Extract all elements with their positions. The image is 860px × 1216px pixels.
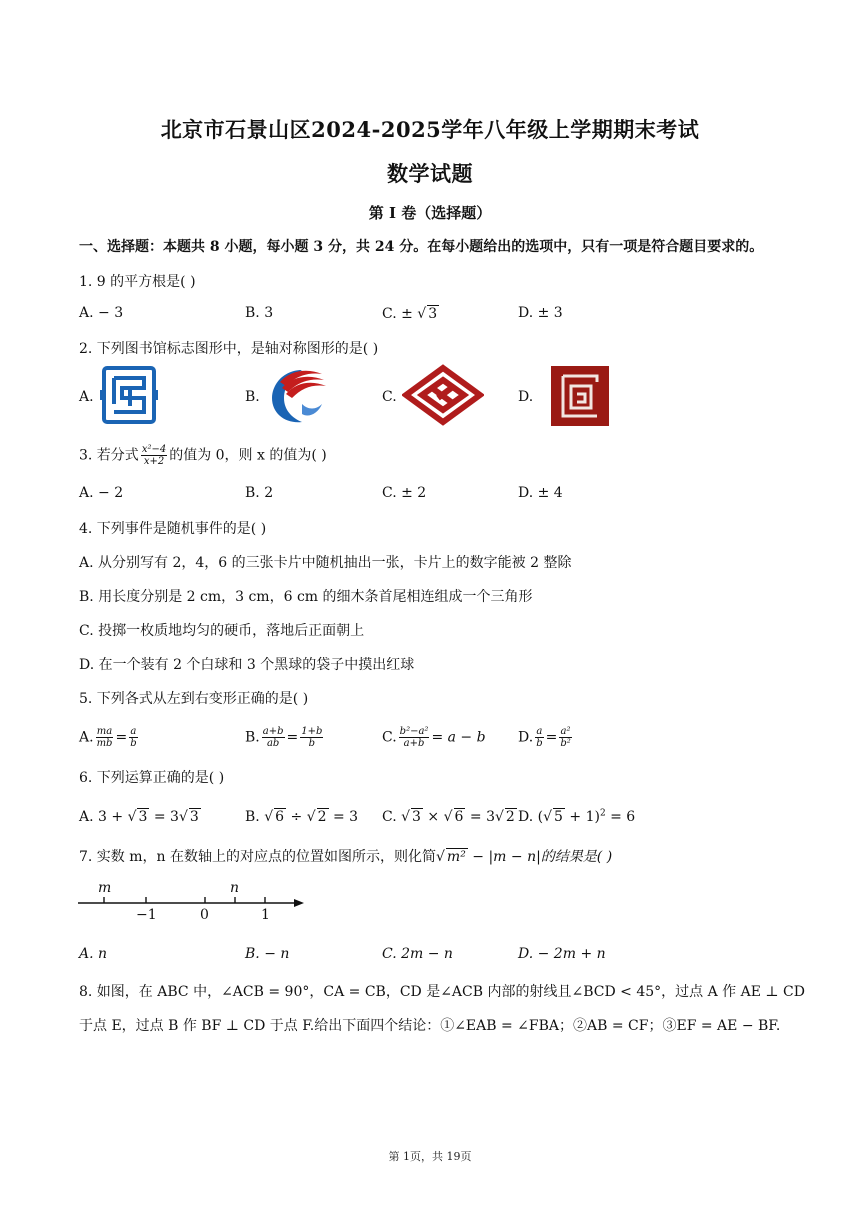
q6-option-a: A. 3 + √ 3 = 3√ 3	[79, 809, 199, 825]
q8-line1: 8. 如图，在 ABC 中，∠ACB = 90°，CA = CB，CD 是∠ACB 内部的射线且∠BCD < 45°，过点 A 作 AE ⊥ CD	[79, 984, 805, 1000]
q6-option-d: D. (√ 5 + 1)$^2$ = 6	[518, 808, 636, 825]
q8-line2: 于点 E，过点 B 作 BF ⊥ CD 于点 F.给出下面四个结论：①∠EAB = ∠FBA；②AB = CF；③EF = AE − BF.	[79, 1018, 781, 1034]
seal-square-logo-icon	[549, 364, 611, 428]
q5-a-label: A.	[79, 729, 94, 746]
q5-d-f1-num: a	[536, 726, 543, 737]
q5-c-rest: = a − b	[431, 729, 486, 746]
q7-option-c: C. 2m − n	[382, 946, 453, 962]
page-subtitle: 数学试题	[387, 161, 473, 186]
q5-d-frac1	[535, 726, 543, 749]
q6-b-post: = 3	[328, 809, 359, 825]
q3-option-a: A. − 2	[79, 485, 124, 501]
q7-stem-post: − |m − n|的结果是( )	[467, 849, 613, 865]
swoosh-c-logo-icon	[262, 364, 330, 426]
q6-b-rad2: 2	[317, 809, 327, 825]
q6-c-eq: = 3	[465, 809, 495, 825]
q1-option-a: A. − 3	[79, 305, 124, 321]
q5-option-a	[79, 726, 140, 749]
q3-frac-num: x²−4	[141, 444, 167, 455]
page-title: 北京市石景山区2024-2025学年八年级上学期期末考试	[160, 117, 700, 142]
q1-option-c: C. ± √ 3	[382, 306, 438, 322]
q5-d-eq: =	[545, 729, 558, 746]
q3-option-d: D. ± 4	[518, 485, 563, 501]
page-footer: 第 1页，共 19页	[388, 1150, 472, 1163]
q4-option-b: B. 用长度分别是 2 cm，3 cm，6 cm 的细木条首尾相连组成一个三角形	[79, 589, 533, 605]
axis-tick-neg1: −1	[136, 907, 157, 923]
q6-c-rad2: 6	[454, 809, 464, 825]
q6-option-c: C. √ 3 × √ 6 = 3√ 2	[382, 809, 515, 825]
q3-stem-post: 的值为 0，则 x 的值为( )	[169, 447, 327, 464]
q5-a-f1-num: ma	[96, 726, 113, 737]
q6-d-rad1: 5	[554, 809, 563, 825]
q6-a-mid: = 3	[149, 809, 179, 825]
q5-b-label: B.	[245, 729, 260, 746]
q5-option-d	[518, 726, 574, 749]
q5-d-label: D.	[518, 729, 534, 746]
q2-option-c-label: C.	[382, 389, 397, 405]
q3-option-c: C. ± 2	[382, 485, 427, 501]
q5-b-f1-den: ab	[266, 738, 280, 749]
q6-c-rad1: 3	[412, 809, 421, 825]
q5-c-label: C.	[382, 729, 397, 746]
q4-option-a: A. 从分别写有 2，4，6 的三张卡片中随机抽出一张，卡片上的数字能被 2 整除	[79, 555, 572, 571]
q5-a-f1-den: mb	[96, 738, 113, 749]
q5-a-frac1	[96, 726, 114, 749]
q6-d-pre: D. (	[518, 809, 544, 825]
q2-stem: 2. 下列图书馆标志图形中，是轴对称图形的是( )	[79, 341, 379, 357]
axis-label-m: m	[98, 880, 112, 896]
number-line-icon	[78, 878, 308, 924]
q3-stem	[79, 444, 327, 467]
q2-option-b-label: B.	[245, 389, 260, 405]
q7-stem-rad: m²	[446, 849, 466, 865]
q5-b-frac1	[262, 726, 285, 749]
q7-stem-pre: 7. 实数 m，n 在数轴上的对应点的位置如图所示，则化简	[79, 849, 436, 865]
q6-d-mid: + 1)	[564, 809, 600, 825]
q1-option-d: D. ± 3	[518, 305, 563, 321]
q5-d-f2-den: b²	[560, 738, 571, 749]
q5-a-f2-den: b	[130, 738, 137, 749]
q5-a-f2-num: a	[130, 726, 137, 737]
q5-c-f1-num: b²−a²	[399, 726, 429, 737]
q4-stem: 4. 下列事件是随机事件的是( )	[79, 521, 267, 537]
q5-b-f1-num: a+b	[262, 726, 284, 737]
q5-option-b	[245, 726, 325, 749]
q7-option-b: B. − n	[245, 946, 290, 962]
q3-stem-pre: 3. 若分式	[79, 447, 139, 464]
q6-d-sup: 2	[599, 808, 606, 819]
q5-b-f2-num: 1+b	[301, 726, 323, 737]
q7-stem: 7. 实数 m，n 在数轴上的对应点的位置如图所示，则化简√ m² − |m − n|的结果是( )	[79, 849, 613, 865]
q1-c-radicand: 3	[428, 306, 438, 322]
q2-option-a-label: A.	[79, 389, 94, 405]
q5-d-frac2	[559, 726, 571, 749]
q4-option-c: C. 投掷一枚质地均匀的硬币，落地后正面朝上	[79, 623, 365, 639]
q5-c-f1-den: a+b	[403, 738, 425, 749]
q5-d-f1-den: b	[536, 738, 543, 749]
q5-c-frac1	[399, 726, 430, 749]
q4-option-d: D. 在一个装有 2 个白球和 3 个黑球的袋子中摸出红球	[79, 657, 415, 673]
q5-b-f2-den: b	[308, 738, 316, 749]
q7-option-d: D. − 2m + n	[518, 946, 606, 962]
q1-c-prefix: C. ±	[382, 306, 418, 322]
interlock-diamond-logo-icon	[402, 364, 484, 426]
axis-label-n: n	[230, 880, 240, 896]
q5-stem: 5. 下列各式从左到右变形正确的是( )	[79, 691, 309, 707]
q6-b-rad1: 6	[275, 809, 285, 825]
q6-d-post: = 6	[605, 809, 636, 825]
axis-tick-1: 1	[261, 907, 270, 923]
q6-c-mid: ×	[422, 809, 444, 825]
q5-a-eq: =	[115, 729, 128, 746]
q5-b-frac2	[300, 726, 323, 749]
q6-option-b: B. √ 6 ÷ √ 2 = 3	[245, 809, 359, 825]
q7-option-a: A. n	[79, 946, 108, 962]
q5-b-eq: =	[286, 729, 299, 746]
q6-b-mid: ÷	[286, 809, 307, 825]
q2-option-d-label: D.	[518, 389, 534, 405]
q5-d-f2-num: a²	[560, 726, 571, 737]
q6-c-pre: C.	[382, 809, 402, 825]
q3-fraction	[141, 444, 167, 467]
q3-frac-den: x+2	[143, 456, 165, 467]
section-heading: 一、选择题：本题共 8 小题，每小题 3 分，共 24 分。在每小题给出的选项中，只有一项是符合题目要求的。	[79, 239, 764, 255]
q5-a-frac2	[129, 726, 137, 749]
maze-seal-logo-icon	[100, 364, 158, 426]
q1-stem: 1. 9 的平方根是( )	[79, 274, 196, 290]
q6-a-pre: A. 3 +	[79, 809, 128, 825]
q6-a-rad2: 3	[189, 809, 199, 825]
q6-a-rad1: 3	[138, 809, 148, 825]
axis-tick-0: 0	[200, 907, 209, 923]
q1-option-b: B. 3	[245, 305, 274, 321]
volume-label: 第 I 卷（选择题）	[368, 204, 492, 222]
q3-option-b: B. 2	[245, 485, 274, 501]
q5-option-c	[382, 726, 486, 749]
q6-b-pre: B.	[245, 809, 265, 825]
q6-c-rad3: 2	[505, 809, 515, 825]
q6-stem: 6. 下列运算正确的是( )	[79, 770, 225, 786]
number-line-figure	[78, 878, 308, 924]
